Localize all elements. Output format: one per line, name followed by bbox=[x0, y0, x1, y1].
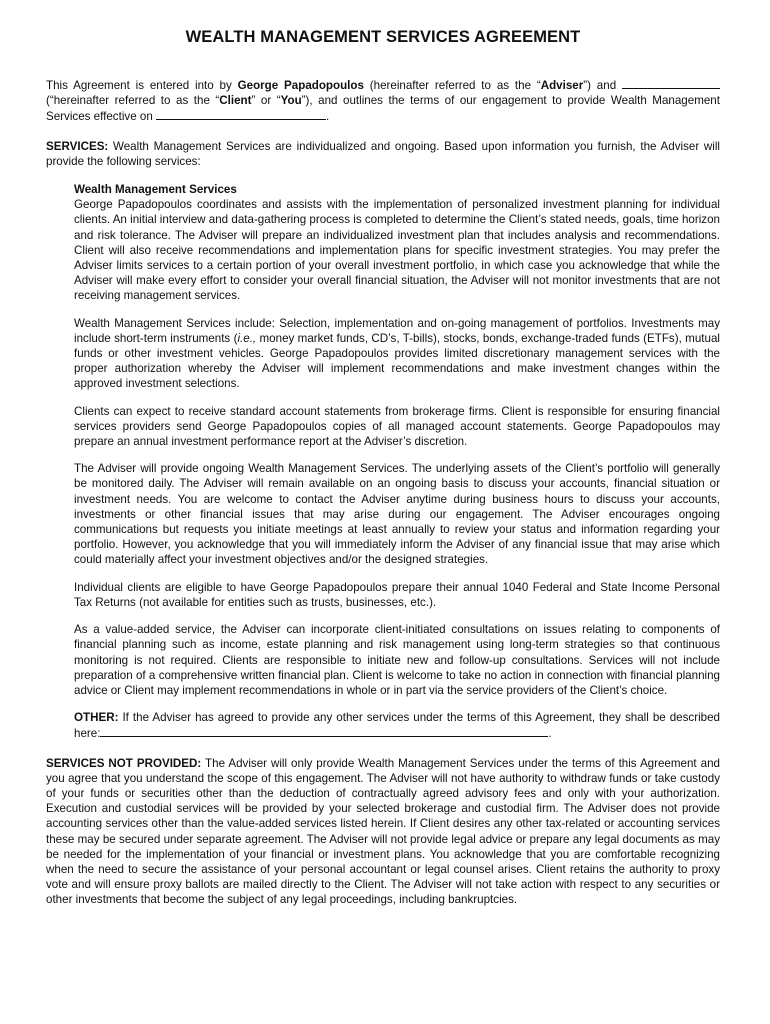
tax-returns-paragraph: Individual clients are eligible to have George Papadopoulos prepare their annual 1040 Federal and State Income Personal Tax Returns (not available for entities such as trusts, businesses, etc.). bbox=[74, 580, 720, 609]
services-label: SERVICES: bbox=[46, 139, 109, 153]
ongoing-paragraph: The Adviser will provide ongoing Wealth Management Services. The underlying assets of the Client’s portfolio will generally be monitored daily. The Adviser will remain available on an ongoing basis to discuss your accounts, financial situation or investment needs. You are welcome to contact the Adviser anytime during business hours to discuss your accounts, investments or other financial issues that may arise during our engagement. The Adviser encourages ongoing communications but requests you initiate meetings at least annually to review your status and information regarding your portfolio. However, you acknowledge that you will immediately inform the Adviser of any financial issue that may arise which could materially affect your investment objectives and/or the designed strategies. bbox=[74, 462, 720, 567]
statements-paragraph: Clients can expect to receive standard account statements from brokerage firms. Client is responsible for ensuring financial services providers send George Papadopoulos copies of all managed account statements. George Papadopoulos may prepare an annual investment performance report at the Adviser’s discretion. bbox=[74, 404, 720, 449]
other-paragraph bbox=[74, 710, 720, 741]
intro-text-4: (“hereinafter referred to as the “ bbox=[46, 94, 220, 108]
adviser-term: Adviser bbox=[540, 79, 584, 92]
other-end: . bbox=[548, 727, 552, 741]
scope-paragraph bbox=[74, 316, 720, 392]
services-text: Wealth Management Services are individualized and ongoing. Based upon information you furnish, the Adviser will provide the following services: bbox=[46, 139, 720, 168]
intro-paragraph bbox=[46, 77, 720, 125]
scope-ie: i.e., bbox=[237, 331, 257, 345]
intro-text-5: ” or “ bbox=[251, 94, 281, 108]
value-added-paragraph: As a value-added service, the Adviser can incorporate client-initiated consultations on issues relating to components of financial planning such as income, estate planning and risk management using long-term strategies so that continuous monitoring is not required. Clients are responsible to initiate new and follow-up consultations. Services will not include preparation of a comprehensive written financial plan. Client is welcome to take no action in connection with financial planning advice or Client may implement recommendations in whole or in part via the service providers of the Client’s choice. bbox=[74, 623, 720, 697]
adviser-name: George Papadopoulos bbox=[237, 79, 364, 92]
other-label: OTHER: bbox=[74, 711, 119, 725]
scope-text-1: Wealth Management Services include: Selection, implementation and on-going management of portfolios. Investments may include short-term instruments ( bbox=[74, 316, 720, 345]
intro-text-2: (hereinafter referred to as the “ bbox=[363, 79, 541, 92]
not-provided-paragraph bbox=[46, 756, 720, 908]
you-term: You bbox=[280, 94, 302, 108]
services-detail-section bbox=[74, 182, 720, 742]
client-term: Client bbox=[219, 94, 252, 108]
scope-text-2: money market funds, CD’s, T-bills), stocks, bonds, exchange-traded funds (ETFs), mutual funds or other investment vehicles. George Papadopoulos provides limited discretionary management services with the proper authorization whereby the Adviser will implement recommendations and make investment changes within the approved investment selections. bbox=[74, 331, 720, 391]
document-title: WEALTH MANAGEMENT SERVICES AGREEMENT bbox=[185, 28, 581, 46]
other-text: If the Adviser has agreed to provide any other services under the terms of this Agreement, they shall be described here: bbox=[74, 711, 720, 741]
wealth-mgmt-paragraph bbox=[74, 182, 720, 304]
services-paragraph bbox=[46, 139, 720, 169]
wealth-mgmt-subheading: Wealth Management Services bbox=[74, 183, 237, 197]
intro-text-3: ”) and bbox=[583, 79, 622, 92]
wealth-mgmt-text: George Papadopoulos coordinates and assists with the implementation of personalized investment planning for individual clients. An initial interview and data-gathering process is completed to determine the Client’s stated needs, goals, time horizon and risk tolerance. The Adviser will prepare an individualized investment plan that includes analysis and recommendations. Client will also receive recommendations and implementation plans for specific investment strategies. You may prefer the Adviser limits services to a certain portion of your overall investment portfolio, in which case you acknowledge that while the Adviser will make every effort to consider your overall financial situation, the Adviser will not monitor investments that are not receiving management services. bbox=[74, 198, 720, 303]
intro-text-7: . bbox=[325, 110, 330, 124]
effective-date-blank[interactable] bbox=[156, 108, 326, 120]
intro-text-6: ”), and outlines the terms of our engagement to provide Wealth Management Services effective on bbox=[46, 94, 720, 124]
not-provided-text: The Adviser will only provide Wealth Management Services under the terms of this Agreement and you agree that you understand the scope of this engagement. The Adviser will not have authority to withdraw funds or take custody of your funds or securities other than the deduction of contractually agreed advisory fees and only with your authorization. Execution and custodial services will be provided by your selected brokerage and custodial firm. The Adviser does not provide accounting services other than the value-added services listed herein. If Client desires any other tax-related or accounting services these may be secured under separate agreement. The Adviser will not provide legal advice or prepare any legal documents as may be needed for the implementation of your financial or investment plans. You acknowledge that you are comfortable recognizing when the need to secure the assistance of your personal accountant or legal counsel arises. Client retains the authority to proxy vote and will ensure proxy ballots are mailed directly to the Client. The Adviser will not take action with respect to any securities or other investments that become the subject of any legal proceedings, including bankruptcies. bbox=[46, 756, 720, 907]
not-provided-label: SERVICES NOT PROVIDED: bbox=[46, 756, 202, 770]
client-name-blank[interactable] bbox=[622, 77, 720, 89]
other-services-blank[interactable] bbox=[100, 725, 548, 737]
agreement-page bbox=[46, 28, 720, 908]
intro-text-1: This Agreement is entered into by bbox=[46, 79, 238, 92]
